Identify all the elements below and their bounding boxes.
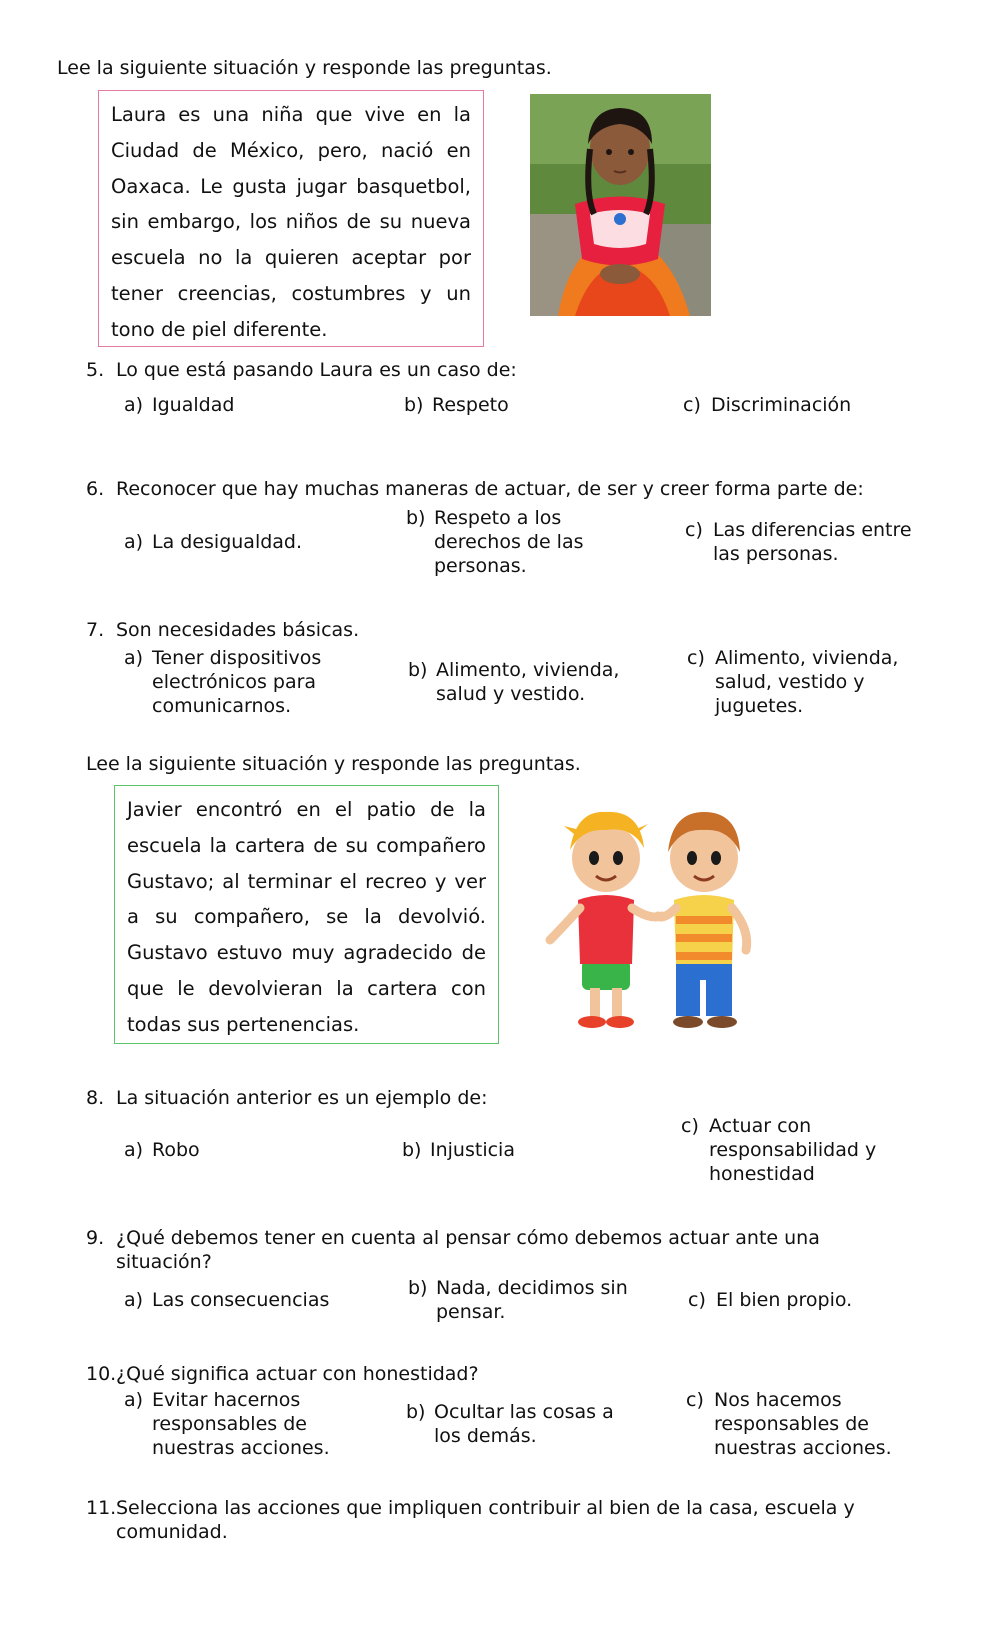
- option-letter: a): [124, 1389, 144, 1411]
- question-9: [86, 1226, 966, 1278]
- option-6a[interactable]: [124, 530, 364, 556]
- option-letter: b): [406, 507, 426, 529]
- question-11: [86, 1496, 966, 1548]
- option-6c[interactable]: [685, 518, 925, 568]
- story-box-laura: [98, 90, 484, 347]
- option-text: Alimento, vivienda, salud, vestido y juguetes.: [715, 647, 899, 717]
- option-text: Tener dispositivos electrónicos para comunicarnos.: [152, 647, 322, 717]
- instruction-1: Lee la siguiente situación y responde las preguntas.: [57, 57, 552, 79]
- option-text: Evitar hacernos responsables de nuestras acciones.: [152, 1389, 330, 1459]
- question-number: 10.: [86, 1363, 117, 1385]
- option-text: Actuar con responsabilidad y honestidad: [709, 1115, 877, 1185]
- question-number: 9.: [86, 1227, 105, 1249]
- option-text: Igualdad: [152, 394, 235, 416]
- option-letter: c): [685, 519, 703, 541]
- option-letter: c): [687, 647, 705, 669]
- option-text: Respeto: [432, 394, 509, 416]
- option-letter: c): [686, 1389, 704, 1411]
- option-letter: b): [404, 394, 424, 416]
- question-text: Selecciona las acciones que impliquen contribuir al bien de la casa, escuela y comunidad.: [116, 1497, 855, 1543]
- option-9c[interactable]: [688, 1288, 928, 1314]
- option-text: Ocultar las cosas a los demás.: [434, 1401, 614, 1447]
- story-text-javier: Javier encontró en el patio de la escuela la cartera de su compañero Gustavo; al terminar el recreo y ver a su compañero, se la devolvió. Gustavo estuvo muy agradecido de que le devolvieran la cartera con todas sus pertenencias.: [127, 798, 486, 1036]
- option-10a[interactable]: [124, 1388, 354, 1462]
- option-7b[interactable]: [408, 658, 638, 708]
- question-5: [86, 358, 966, 388]
- option-text: Injusticia: [430, 1139, 515, 1161]
- question-number: 7.: [86, 619, 105, 641]
- option-9a[interactable]: [124, 1288, 364, 1314]
- question-8: [86, 1086, 966, 1114]
- story-box-javier: [114, 785, 499, 1044]
- option-letter: c): [683, 394, 701, 416]
- option-text: Robo: [152, 1139, 200, 1161]
- option-text: Las consecuencias: [152, 1289, 330, 1311]
- question-text: La situación anterior es un ejemplo de:: [116, 1087, 488, 1109]
- question-number: 8.: [86, 1087, 105, 1109]
- question-text: ¿Qué debemos tener en cuenta al pensar cómo debemos actuar ante una situación?: [116, 1227, 820, 1273]
- option-9b[interactable]: [408, 1276, 648, 1326]
- question-text: Lo que está pasando Laura es un caso de:: [116, 359, 517, 381]
- question-number: 6.: [86, 478, 105, 500]
- question-text: Son necesidades básicas.: [116, 619, 360, 641]
- option-text: Respeto a los derechos de las personas.: [434, 507, 584, 577]
- option-letter: b): [406, 1401, 426, 1423]
- question-number: 5.: [86, 359, 105, 381]
- option-10b[interactable]: [406, 1400, 646, 1450]
- question-text: Reconocer que hay muchas maneras de actuar, de ser y creer forma parte de:: [116, 478, 864, 500]
- option-letter: a): [124, 1139, 144, 1161]
- instruction-2: Lee la siguiente situación y responde las preguntas.: [86, 753, 581, 775]
- option-letter: c): [681, 1115, 699, 1137]
- question-6: [86, 477, 986, 507]
- option-text: Las diferencias entre las personas.: [713, 519, 912, 565]
- option-text: Nos hacemos responsables de nuestras acciones.: [714, 1389, 892, 1459]
- option-letter: a): [124, 647, 144, 669]
- option-7c[interactable]: [687, 646, 927, 720]
- option-text: El bien propio.: [716, 1289, 853, 1311]
- option-text: La desigualdad.: [152, 531, 303, 553]
- option-5b[interactable]: [404, 393, 644, 419]
- option-letter: a): [124, 1289, 144, 1311]
- story-text-laura: Laura es una niña que vive en la Ciudad de México, pero, nació en Oaxaca. Le gusta jugar basquetbol, sin embargo, los niños de su nueva escuela no la quieren aceptar por tener creencias, costumbres y un tono de piel diferente.: [111, 103, 471, 341]
- option-8b[interactable]: [402, 1138, 642, 1164]
- option-letter: c): [688, 1289, 706, 1311]
- option-5a[interactable]: [124, 393, 364, 419]
- option-letter: a): [124, 394, 144, 416]
- question-number: 11.: [86, 1497, 117, 1519]
- option-8c[interactable]: [681, 1114, 921, 1188]
- question-text: ¿Qué significa actuar con honestidad?: [116, 1363, 479, 1385]
- girl-photo: [530, 94, 711, 316]
- option-5c[interactable]: [683, 393, 923, 419]
- option-8a[interactable]: [124, 1138, 364, 1164]
- option-text: Discriminación: [711, 394, 852, 416]
- question-10: [86, 1362, 966, 1390]
- option-7a[interactable]: [124, 646, 354, 720]
- option-letter: b): [402, 1139, 422, 1161]
- option-letter: b): [408, 1277, 428, 1299]
- option-10c[interactable]: [686, 1388, 926, 1462]
- option-text: Nada, decidimos sin pensar.: [436, 1277, 628, 1323]
- boys-illustration: [540, 800, 780, 1040]
- option-6b[interactable]: [406, 506, 616, 580]
- option-letter: a): [124, 531, 144, 553]
- option-letter: b): [408, 659, 428, 681]
- option-text: Alimento, vivienda, salud y vestido.: [436, 659, 620, 705]
- question-7: [86, 618, 966, 646]
